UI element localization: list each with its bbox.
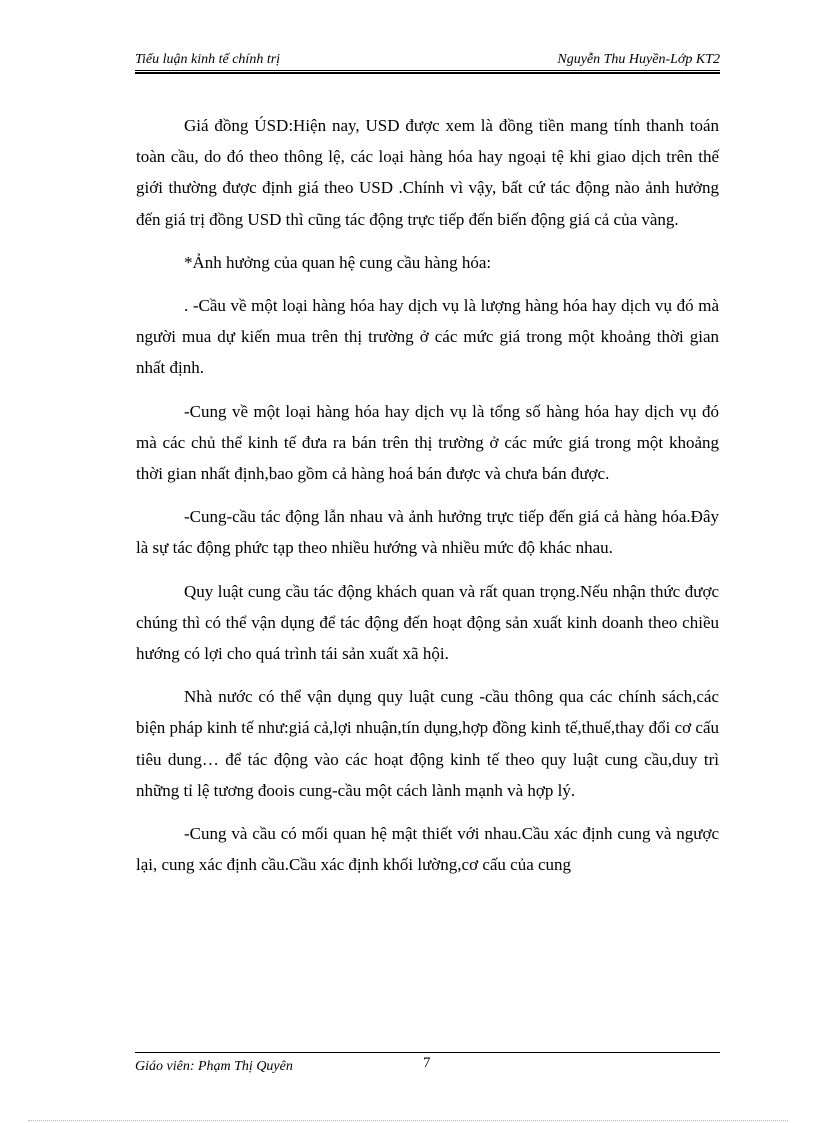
page-header — [135, 50, 720, 71]
paragraph-state: Nhà nước có thể vận dụng quy luật cung -cầu thông qua các chính sách,các biện pháp kinh tế như:giá cả,lợi nhuận,tín dụng,hợp đồng kinh tế,thuế,thay đổi cơ cấu tiêu dung… để tác động vào các hoạt động kinh tế theo quy luật cung cầu,duy trì những tỉ lệ tương đoois cung-cầu một cách lành mạnh và hợp lý. — [136, 687, 719, 800]
header-rule — [135, 72, 720, 74]
header-author: Nguyễn Thu Huyền-Lớp KT2 — [557, 52, 720, 67]
page-number: 7 — [423, 1055, 431, 1071]
paragraph-relationship: -Cung và cầu có mối quan hệ mật thiết với nhau.Cầu xác định cung và ngược lại, cung xác định cầu.Cầu xác định khối lường,cơ cấu của cung — [136, 824, 719, 875]
paragraph-law: Quy luật cung cầu tác động khách quan và rất quan trọng.Nếu nhận thức được chúng thì có thể vận dụng để tác động đến hoạt động sản xuất kinh doanh theo chiều hướng có lợi cho quá trình tái sản xuất xã hội. — [136, 581, 719, 664]
page-footer — [135, 1052, 720, 1083]
paragraph-demand-definition: . -Cầu về một loại hàng hóa hay dịch vụ là lượng hàng hóa hay dịch vụ đó mà người mua dự kiến mua trên thị trường ở các mức giá trong một khoảng thời gian nhất định. — [136, 296, 719, 378]
paragraph-interaction: -Cung-cầu tác động lẫn nhau và ảnh hưởng trực tiếp đến giá cả hàng hóa.Đây là sự tác động phức tạp theo nhiều hướng và nhiều mức độ khác nhau. — [136, 507, 719, 558]
page-edge-divider — [28, 1120, 788, 1121]
document-body — [136, 110, 719, 880]
paragraph-heading-supply-demand: *Ảnh hưởng của quan hệ cung cầu hàng hóa: — [184, 252, 492, 272]
header-title: Tiểu luận kinh tế chính trị — [135, 52, 281, 67]
paragraph-supply-definition: -Cung về một loại hàng hóa hay dịch vụ là tổng số hàng hóa hay dịch vụ đó mà các chủ thể kinh tế đưa ra bán trên thị trường ở các mức giá trong một khoảng thời gian nhất định,bao gồm cả hàng hoá bán được và chưa bán được. — [136, 401, 719, 484]
footer-teacher: Giáo viên: Phạm Thị Quyên — [135, 1059, 293, 1074]
paragraph-usd: Giá đồng ÚSD:Hiện nay, USD được xem là đồng tiền mang tính thanh toán toàn cầu, do đó theo thông lệ, các loại hàng hóa hay ngoại tệ khi giao dịch trên thế giới thường được định giá theo USD .Chính vì vậy, bất cứ tác động nào ảnh hưởng đến giá trị đồng USD thì cũng tác động trực tiếp đến biến động giá cả của vàng. — [136, 116, 719, 229]
